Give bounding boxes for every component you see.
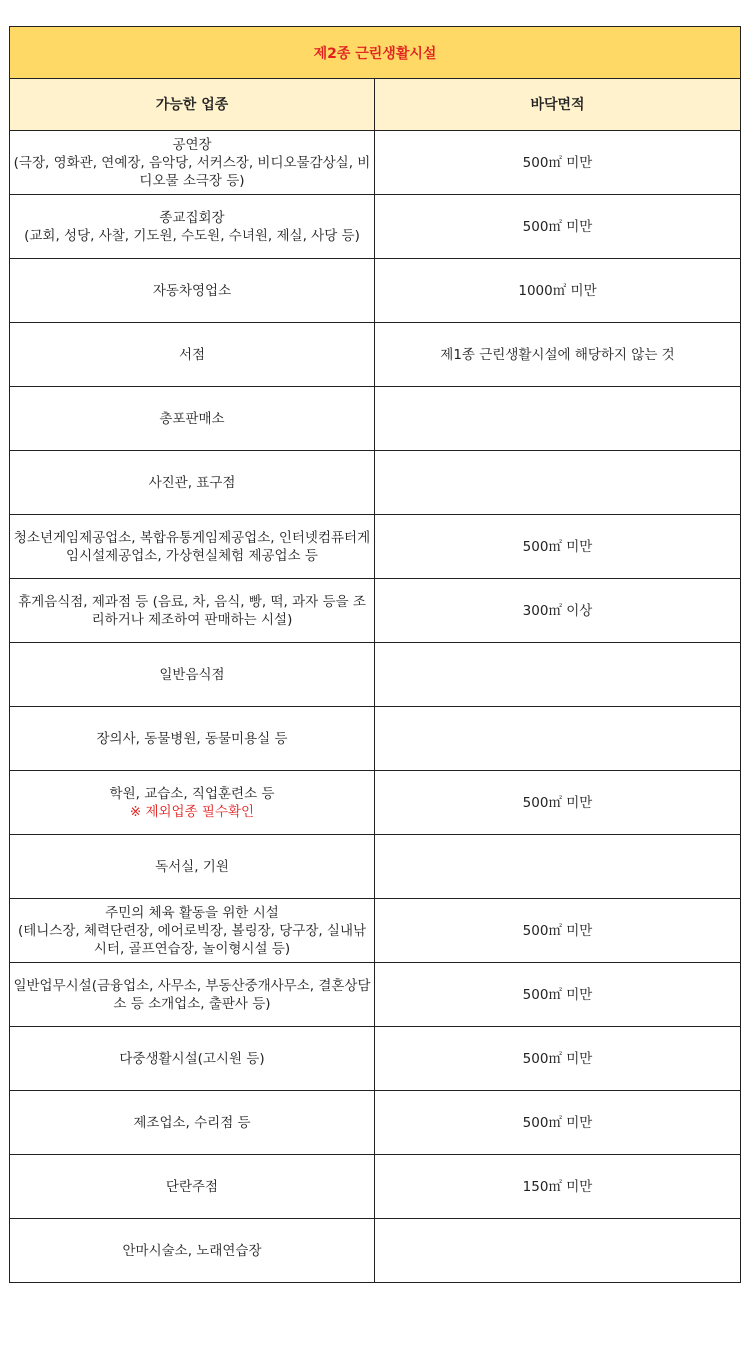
table-title: 제2종 근린생활시설 [10,27,741,79]
table-row [10,707,741,771]
business-text: 학원, 교습소, 직업훈련소 등 [109,785,275,802]
business-cell [10,1219,375,1283]
table-row [10,259,741,323]
facility-table [9,26,741,1283]
area-cell [375,835,741,899]
table-row [10,451,741,515]
business-text: 다중생활시설(고시원 등) [119,1050,265,1067]
business-text: 일반음식점 [159,666,225,683]
business-text: (테니스장, 체력단련장, 에어로빅장, 볼링장, 당구장, 실내낚시터, 골프연습장, 놀이형시설 등) [17,922,367,957]
business-cell [10,643,375,707]
table-row [10,835,741,899]
business-cell [10,579,375,643]
area-cell: 500㎡ 미만 [375,963,741,1027]
area-cell: 500㎡ 미만 [375,195,741,259]
table-row [10,195,741,259]
business-cell [10,1091,375,1155]
business-cell [10,259,375,323]
business-text: (교회, 성당, 사찰, 기도원, 수도원, 수녀원, 제실, 사당 등) [24,227,360,244]
business-cell [10,515,375,579]
table-row [10,323,741,387]
business-text: 휴게음식점, 제과점 등 (음료, 차, 음식, 빵, 떡, 과자 등을 조리하거나 제조하여 판매하는 시설) [18,593,366,628]
business-cell [10,1027,375,1091]
area-cell [375,643,741,707]
exclusion-note: ※ 제외업종 필수확인 [129,803,255,820]
business-text: 독서실, 기원 [155,858,229,875]
business-cell [10,131,375,195]
table-row [10,963,741,1027]
table-row [10,899,741,963]
table-row [10,387,741,451]
business-text: 종교집회장 [159,209,225,226]
area-cell [375,707,741,771]
business-cell [10,195,375,259]
table-body [10,131,741,1283]
business-text: 총포판매소 [159,410,225,427]
area-cell: 제1종 근린생활시설에 해당하지 않는 것 [375,323,741,387]
table-row [10,643,741,707]
table-row [10,771,741,835]
business-cell [10,323,375,387]
area-cell: 500㎡ 미만 [375,515,741,579]
business-text: 안마시술소, 노래연습장 [122,1242,262,1259]
table-row [10,1091,741,1155]
area-cell: 500㎡ 미만 [375,771,741,835]
business-text: 사진관, 표구점 [148,474,236,491]
table-row [10,579,741,643]
business-text: 단란주점 [165,1178,219,1195]
business-text: 자동차영업소 [152,282,232,299]
business-cell [10,387,375,451]
area-cell: 300㎡ 이상 [375,579,741,643]
business-cell [10,707,375,771]
header-business: 가능한 업종 [10,79,375,131]
business-text: 청소년게임제공업소, 복합유통게임제공업소, 인터넷컴퓨터게임시설제공업소, 가상현실체험 제공업소 등 [13,529,371,564]
area-cell: 1000㎡ 미만 [375,259,741,323]
business-text: 제조업소, 수리점 등 [133,1114,251,1131]
header-row [10,79,741,131]
table-row [10,515,741,579]
area-cell [375,451,741,515]
area-cell: 500㎡ 미만 [375,131,741,195]
business-text: 장의사, 동물병원, 동물미용실 등 [96,730,288,747]
business-text: 일반업무시설(금융업소, 사무소, 부동산중개사무소, 결혼상담소 등 소개업소, 출판사 등) [13,977,371,1012]
table-row [10,1219,741,1283]
area-cell [375,1219,741,1283]
business-cell [10,771,375,835]
business-cell [10,1155,375,1219]
area-cell [375,387,741,451]
business-cell [10,451,375,515]
business-text: 서점 [178,346,206,363]
business-text: (극장, 영화관, 연예장, 음악당, 서커스장, 비디오물감상실, 비디오물 소극장 등) [13,154,371,189]
business-cell [10,835,375,899]
business-cell [10,899,375,963]
area-cell: 500㎡ 미만 [375,899,741,963]
table-row [10,131,741,195]
area-cell: 500㎡ 미만 [375,1027,741,1091]
header-area: 바닥면적 [375,79,741,131]
area-cell: 500㎡ 미만 [375,1091,741,1155]
area-cell: 150㎡ 미만 [375,1155,741,1219]
table-row [10,1027,741,1091]
business-cell [10,963,375,1027]
business-text: 주민의 체육 활동을 위한 시설 [105,904,279,921]
business-text: 공연장 [172,136,212,153]
table-row [10,1155,741,1219]
